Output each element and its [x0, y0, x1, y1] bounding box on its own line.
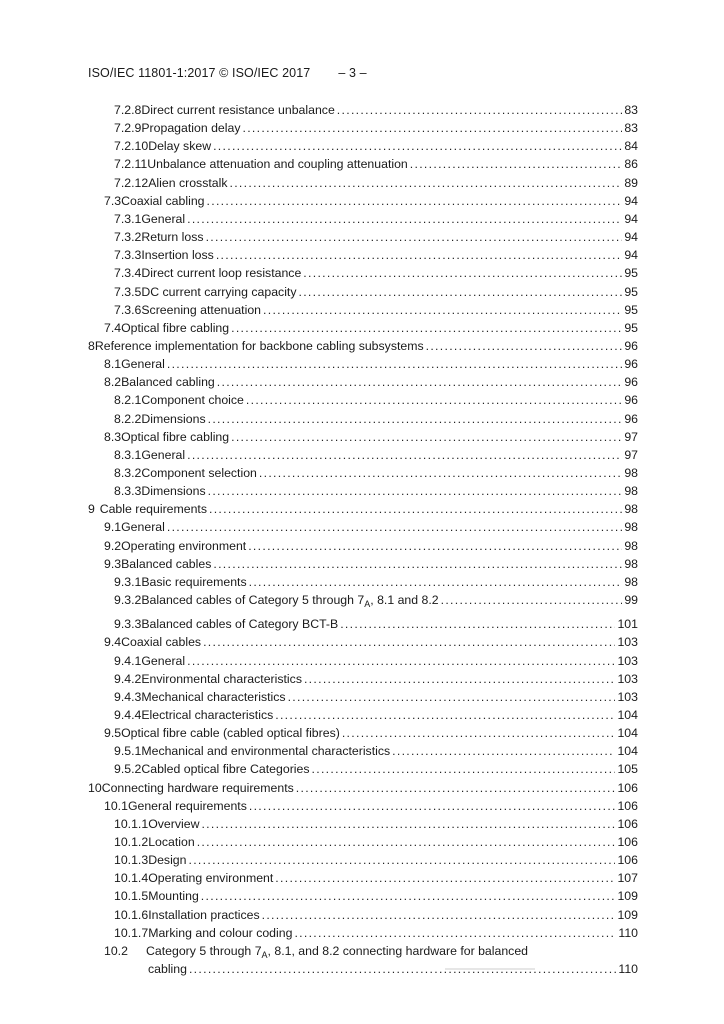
toc-entry-title-text: Dimensions [141, 484, 206, 499]
toc-entry[interactable] [114, 138, 638, 154]
toc-entry[interactable] [114, 411, 638, 427]
toc-entry[interactable] [114, 671, 638, 687]
toc-entry[interactable] [114, 689, 638, 705]
toc-entry-title [141, 211, 185, 227]
toc-entry-page: 104 [617, 726, 638, 741]
toc-entry-title-text: Design [148, 853, 187, 868]
toc-entry-title [141, 265, 301, 281]
dot-leader [216, 247, 623, 263]
toc-entry-number: 8.3 [104, 429, 122, 444]
toc-entry-title [141, 592, 438, 612]
dot-leader [337, 102, 623, 118]
toc-entry[interactable] [114, 302, 638, 318]
toc-entry-page: 98 [624, 466, 638, 480]
toc-entry-title-text: Coaxial cabling [121, 193, 205, 208]
toc-entry-title-text: Optical fibre cabling [121, 429, 230, 444]
toc-entry-title-text: Insertion loss [141, 248, 214, 263]
toc-entry-number: 10.1.5 [114, 889, 149, 904]
toc-entry-title-text: Component choice [141, 393, 244, 408]
toc-entry-page: 106 [617, 816, 638, 831]
toc-entry-number: 7.2.10 [114, 139, 149, 154]
toc-entry-title [141, 465, 257, 481]
toc-entry[interactable] [114, 616, 638, 632]
dot-leader [187, 211, 622, 227]
dot-leader [217, 374, 623, 390]
toc-entry-title [141, 229, 203, 245]
toc-entry-number: 9.4.3 [114, 689, 142, 704]
toc-entry-page: 103 [617, 635, 638, 650]
dot-leader [249, 798, 616, 814]
toc-entry[interactable] [104, 943, 528, 959]
dot-leader [213, 556, 622, 572]
page-number: – 3 – [338, 66, 367, 80]
dot-leader [249, 574, 623, 590]
toc-entry-page: 83 [624, 121, 638, 136]
toc-entry[interactable] [114, 761, 638, 777]
toc-entry-number: 9.5 [104, 726, 122, 741]
toc-entry-number: 9.2 [104, 538, 122, 553]
toc-entry-title-text: General [141, 447, 186, 462]
dot-leader [259, 465, 622, 481]
toc-entry-number: 8.2.2 [114, 411, 142, 426]
toc-entry-title [141, 743, 390, 759]
toc-entry-title-text: General requirements [127, 798, 247, 813]
toc-entry-title [100, 501, 207, 517]
toc-entry-page: 105 [617, 762, 638, 777]
dot-leader [187, 447, 622, 463]
toc-entry[interactable] [114, 483, 638, 499]
toc-entry-number: 8.3.3 [114, 484, 142, 499]
toc-entry-number: 7.4 [104, 320, 122, 335]
toc-entry-title [141, 616, 338, 632]
toc-entry-title [121, 634, 201, 650]
toc-entry-page: 83 [624, 103, 638, 117]
toc-entry[interactable] [114, 447, 638, 463]
dot-leader [263, 302, 622, 318]
toc-entry-title [141, 392, 244, 408]
toc-entry-page: 96 [624, 375, 638, 390]
toc-entry[interactable] [88, 780, 638, 796]
toc-entry-page: 94 [624, 230, 638, 245]
toc-entry-page: 104 [617, 707, 638, 722]
toc-entry-number: 9 [88, 502, 95, 517]
toc-entry[interactable] [114, 592, 638, 608]
dot-leader [340, 616, 615, 632]
toc-entry-page: 106 [617, 835, 638, 849]
toc-entry-title-text: Operating environment [121, 538, 247, 553]
toc-entry-number: 8.3.2 [114, 466, 142, 480]
toc-entry-title-text: Component selection [141, 466, 257, 480]
dot-leader [208, 411, 623, 427]
dot-leader [208, 483, 623, 499]
dot-leader [262, 907, 616, 923]
toc-entry-title [148, 852, 186, 868]
dot-leader [167, 519, 622, 535]
dot-leader [207, 193, 623, 209]
toc-entry-number: 10.1.3 [114, 853, 149, 868]
toc-entry-title [141, 284, 296, 300]
toc-entry-title-text: General [121, 520, 165, 535]
toc-entry[interactable] [104, 429, 638, 445]
dot-leader [201, 888, 616, 904]
toc-entry-page: 110 [618, 962, 638, 977]
toc-entry-title [141, 689, 285, 705]
toc-entry-title-text: Electrical characteristics [141, 707, 274, 722]
scan-smudge [445, 968, 535, 970]
dot-leader [288, 689, 616, 705]
toc-entry-title [141, 653, 185, 669]
toc-entry-page: 96 [624, 393, 638, 408]
toc-entry-number: 7.2.11 [114, 157, 148, 172]
toc-entry-title-text: Balanced cables of Category BCT-B [141, 617, 339, 632]
toc-entry-number: 8 [88, 338, 95, 353]
toc-entry-page: 109 [617, 889, 638, 904]
toc-entry-title-text: Balanced cables of Category 5 through 7 [141, 593, 365, 608]
toc-entry-page: 106 [617, 853, 638, 868]
dot-leader [410, 156, 623, 172]
toc-entry[interactable] [114, 211, 638, 227]
toc-entry-title-text: Alien crosstalk [148, 175, 228, 190]
toc-entry-title [141, 247, 213, 263]
toc-entry-number: 9.4 [104, 635, 122, 650]
toc-entry[interactable] [104, 556, 638, 572]
toc-entry-page: 95 [624, 266, 638, 281]
toc-entry-title-text: Direct current loop resistance [141, 266, 302, 281]
toc-entry[interactable] [104, 634, 638, 650]
toc-entry[interactable] [114, 175, 638, 191]
toc-entry[interactable] [114, 120, 638, 136]
toc-entry-number: 7.2.9 [114, 121, 142, 136]
toc-entry-title [146, 943, 528, 963]
toc-entry-number: 9.1 [104, 520, 122, 535]
toc-entry-number: 7.3.3 [114, 248, 142, 263]
toc-entry[interactable] [114, 265, 638, 281]
toc-entry-title-text: Basic requirements [141, 574, 247, 589]
toc-entry-page: 98 [624, 538, 638, 553]
toc-entry[interactable] [114, 870, 638, 886]
dot-leader [187, 653, 615, 669]
toc-entry[interactable] [114, 156, 638, 172]
toc-entry-number: 9.4.4 [114, 707, 142, 722]
dot-leader [392, 743, 615, 759]
toc-entry-title-text: Coaxial cables [121, 635, 202, 650]
toc-entry-title-text: Unbalance attenuation and coupling attenuation [147, 157, 408, 172]
toc-entry[interactable] [114, 816, 638, 832]
document-id: ISO/IEC 11801-1:2017 © ISO/IEC 2017 [88, 66, 311, 80]
dot-leader [299, 284, 623, 300]
dot-leader [294, 925, 616, 941]
dot-leader [201, 816, 615, 832]
toc-entry-page: 96 [624, 411, 638, 426]
toc-entry-title [148, 138, 211, 154]
toc-entry-number: 9.4.1 [114, 653, 142, 668]
toc-entry[interactable] [88, 501, 638, 517]
dot-leader [441, 592, 623, 608]
toc-entry[interactable] [114, 653, 638, 669]
dot-leader [229, 175, 622, 191]
toc-entry-page: 96 [624, 338, 638, 353]
toc-entry-title [141, 483, 205, 499]
toc-entry-title-text: Optical fibre cable (cabled optical fibres) [121, 726, 340, 741]
toc-entry[interactable] [114, 852, 638, 868]
toc-entry-title [102, 780, 294, 796]
toc-entry-title [141, 120, 240, 136]
toc-entry-title [128, 798, 247, 814]
toc-entry-page: 98 [624, 556, 638, 571]
toc-entry[interactable] [114, 465, 638, 481]
toc-entry[interactable] [104, 725, 638, 741]
toc-entry-number: 10.1.6 [114, 907, 149, 922]
toc-entry-page: 84 [624, 139, 638, 154]
toc-entry-page: 103 [617, 689, 638, 704]
toc-entry[interactable] [104, 798, 638, 814]
toc-entry-page: 98 [624, 574, 638, 589]
toc-entry-number: 9.4.2 [114, 671, 142, 686]
dot-leader [275, 870, 615, 886]
dot-leader [275, 707, 615, 723]
dot-leader [213, 138, 622, 154]
toc-entry-title [121, 519, 165, 535]
toc-entry-title [141, 447, 185, 463]
toc-entry-title [148, 907, 259, 923]
toc-entry-title-text: Location [148, 835, 195, 849]
toc-entry-number: 8.1 [104, 357, 122, 372]
toc-entry[interactable] [104, 374, 638, 390]
toc-entry-page: 97 [624, 447, 638, 462]
toc-entry[interactable] [114, 907, 638, 923]
toc-entry[interactable] [104, 320, 638, 336]
toc-entry-title [121, 429, 229, 445]
toc-entry-title-text: General [141, 653, 186, 668]
dot-leader [312, 761, 616, 777]
toc-entry[interactable] [104, 356, 638, 372]
toc-entry[interactable] [114, 284, 638, 300]
dot-leader [189, 961, 616, 977]
toc-entry[interactable] [88, 338, 638, 354]
toc-entry-title-text: Propagation delay [141, 121, 241, 136]
toc-entry-page: 107 [617, 871, 638, 886]
toc-entry-title-text: Cabled optical fibre Categories [141, 762, 310, 777]
dot-leader [206, 229, 623, 245]
toc-entry-title-text: Cable requirements [99, 502, 207, 517]
toc-entry[interactable] [114, 925, 638, 941]
dot-leader [231, 320, 622, 336]
toc-entry-number: 7.2.8 [114, 103, 142, 117]
dot-leader [296, 780, 616, 796]
toc-entry-page: 101 [617, 617, 638, 632]
toc-entry-title-text: Overview [148, 816, 200, 831]
toc-entry-number: 7.2.12 [114, 175, 149, 190]
toc-entry-page: 98 [624, 520, 638, 535]
toc-entry-title-text: Operating environment [148, 871, 274, 886]
toc-entry-number: 10.1.2 [114, 835, 149, 849]
dot-leader [426, 338, 623, 354]
toc-entry-title-text: General [141, 211, 186, 226]
toc-entry-page: 99 [624, 593, 638, 608]
dot-leader [248, 538, 622, 554]
toc-entry-title [148, 175, 227, 191]
toc-entry-title-text: Mechanical and environmental characteristics [141, 744, 391, 759]
dot-leader [342, 725, 616, 741]
toc-entry-page: 103 [617, 653, 638, 668]
toc-entry-number: 8.3.1 [114, 447, 142, 462]
toc-entry-title [141, 761, 309, 777]
toc-entry-title-text: Marking and colour coding [148, 925, 293, 940]
toc-entry-page: 89 [624, 175, 638, 190]
toc-entry-page: 110 [618, 925, 638, 940]
toc-entry-title-text: Installation practices [148, 907, 260, 922]
toc-entry-number: 10.1.7 [114, 925, 149, 940]
toc-entry-title-text: DC current carrying capacity [141, 284, 297, 299]
toc-entry-page: 95 [624, 302, 638, 317]
toc-entry[interactable] [104, 519, 638, 535]
toc-entry-number: 10.1 [104, 798, 128, 813]
toc-entry-number: 9.3.2 [114, 593, 142, 608]
toc-entry[interactable] [114, 247, 638, 263]
toc-entry[interactable] [114, 888, 638, 904]
toc-entry-title-text: Screening attenuation [141, 302, 262, 317]
toc-entry[interactable] [104, 538, 638, 554]
toc-entry-title [141, 671, 302, 687]
toc-entry-title [148, 925, 292, 941]
toc-entry-title-text: Mounting [148, 889, 199, 904]
toc-entry-continuation[interactable] [148, 961, 638, 977]
dot-leader [243, 120, 623, 136]
toc-entry-number: 7.3.1 [114, 211, 142, 226]
dot-leader [197, 834, 616, 850]
toc-entry-number: 9.3 [104, 556, 122, 571]
toc-entry-page: 96 [624, 357, 638, 372]
toc-entry-title-text: General [121, 357, 165, 372]
subscript: A [364, 599, 371, 610]
toc-entry[interactable] [114, 392, 638, 408]
toc-entry-title-text: , 8.1, and 8.2 connecting hardware for balanced [267, 943, 529, 958]
toc-entry-number: 8.2.1 [114, 393, 142, 408]
toc-entry-number: 7.3 [104, 193, 122, 208]
toc-entry-number: 10.2 [104, 943, 128, 958]
dot-leader [231, 429, 622, 445]
toc-entry-title [121, 538, 246, 554]
toc-entry-title [148, 870, 273, 886]
toc-entry-number: 9.5.1 [114, 744, 142, 759]
toc-entry-number: 8.2 [104, 375, 122, 390]
toc-entry-title-text: cabling [148, 962, 187, 977]
toc-entry-number: 7.3.6 [114, 302, 142, 317]
toc-entry-title [141, 574, 246, 590]
toc-entry-title-text: Delay skew [148, 139, 212, 154]
subscript: A [261, 949, 268, 960]
toc-entry-number: 9.5.2 [114, 762, 142, 777]
toc-entry-page: 94 [624, 211, 638, 226]
toc-entry-page: 94 [624, 248, 638, 263]
toc-entry-page: 98 [624, 502, 638, 517]
toc-entry-number: 10 [88, 780, 102, 795]
toc-entry-title [141, 102, 334, 118]
toc-entry-page: 97 [624, 429, 638, 444]
dot-leader [188, 852, 615, 868]
toc-entry-number: 9.3.1 [114, 574, 142, 589]
toc-entry-number: 7.3.5 [114, 284, 142, 299]
toc-entry-title [121, 374, 215, 390]
toc-entry-page: 98 [624, 484, 638, 499]
dot-leader [167, 356, 622, 372]
toc-entry-title [141, 302, 261, 318]
toc-entry-title-text: , 8.1 and 8.2 [370, 593, 439, 608]
toc-entry-title [148, 816, 199, 832]
toc-entry-page: 106 [617, 798, 638, 813]
toc-entry-page: 86 [624, 157, 638, 172]
dot-leader [209, 501, 622, 517]
dot-leader [203, 634, 615, 650]
toc-entry-title [95, 338, 424, 354]
running-header [88, 66, 367, 80]
toc-entry[interactable] [114, 102, 638, 118]
toc-entry-title-text: Category 5 through 7 [146, 943, 262, 958]
toc-entry-number: 9.3.3 [114, 617, 142, 632]
toc-entry-title [141, 411, 205, 427]
toc-entry-page: 94 [624, 193, 638, 208]
toc-entry[interactable] [114, 834, 638, 850]
toc-entry-title [121, 356, 165, 372]
toc-entry-title [148, 888, 199, 904]
toc-entry-title-text: Balanced cables [121, 556, 212, 571]
toc-entry-title-text: Optical fibre cabling [121, 320, 230, 335]
dot-leader [246, 392, 622, 408]
toc-entry[interactable] [104, 193, 638, 209]
toc-entry-page: 106 [617, 780, 638, 795]
toc-entry-title-text: Direct current resistance unbalance [141, 103, 335, 117]
toc-entry-title-text: Mechanical characteristics [141, 689, 286, 704]
toc-entry-title-text: Reference implementation for backbone cabling subsystems [94, 338, 424, 353]
toc-entry-page: 109 [617, 907, 638, 922]
toc-entry-number: 7.3.2 [114, 230, 142, 245]
dot-leader [304, 671, 616, 687]
toc-entry[interactable] [114, 743, 638, 759]
toc-entry-title [121, 193, 204, 209]
toc-entry[interactable] [114, 707, 638, 723]
toc-entry[interactable] [114, 574, 638, 590]
toc-entry-title [147, 156, 408, 172]
toc-entry-page: 104 [617, 744, 638, 759]
toc-entry-number: 10.1.4 [114, 871, 149, 886]
toc-entry-title-text: Connecting hardware requirements [101, 780, 294, 795]
toc-entry-title-text: Environmental characteristics [141, 671, 302, 686]
toc-entry-title-text: Balanced cabling [121, 375, 215, 390]
toc-entry-title [148, 834, 195, 850]
toc-entry-page: 103 [617, 671, 638, 686]
toc-entry-title [121, 725, 340, 741]
toc-entry-page: 95 [624, 320, 638, 335]
toc-entry-title [141, 707, 273, 723]
toc-entry-number: 7.3.4 [114, 266, 142, 281]
toc-entry-title [121, 320, 229, 336]
toc-entry-number: 10.1.1 [114, 816, 149, 831]
toc-entry[interactable] [114, 229, 638, 245]
toc-entry-title-text: Return loss [141, 230, 204, 245]
dot-leader [303, 265, 622, 281]
toc-entry-title [121, 556, 211, 572]
toc-entry-title-text: Dimensions [141, 411, 206, 426]
toc-entry-page: 95 [624, 284, 638, 299]
